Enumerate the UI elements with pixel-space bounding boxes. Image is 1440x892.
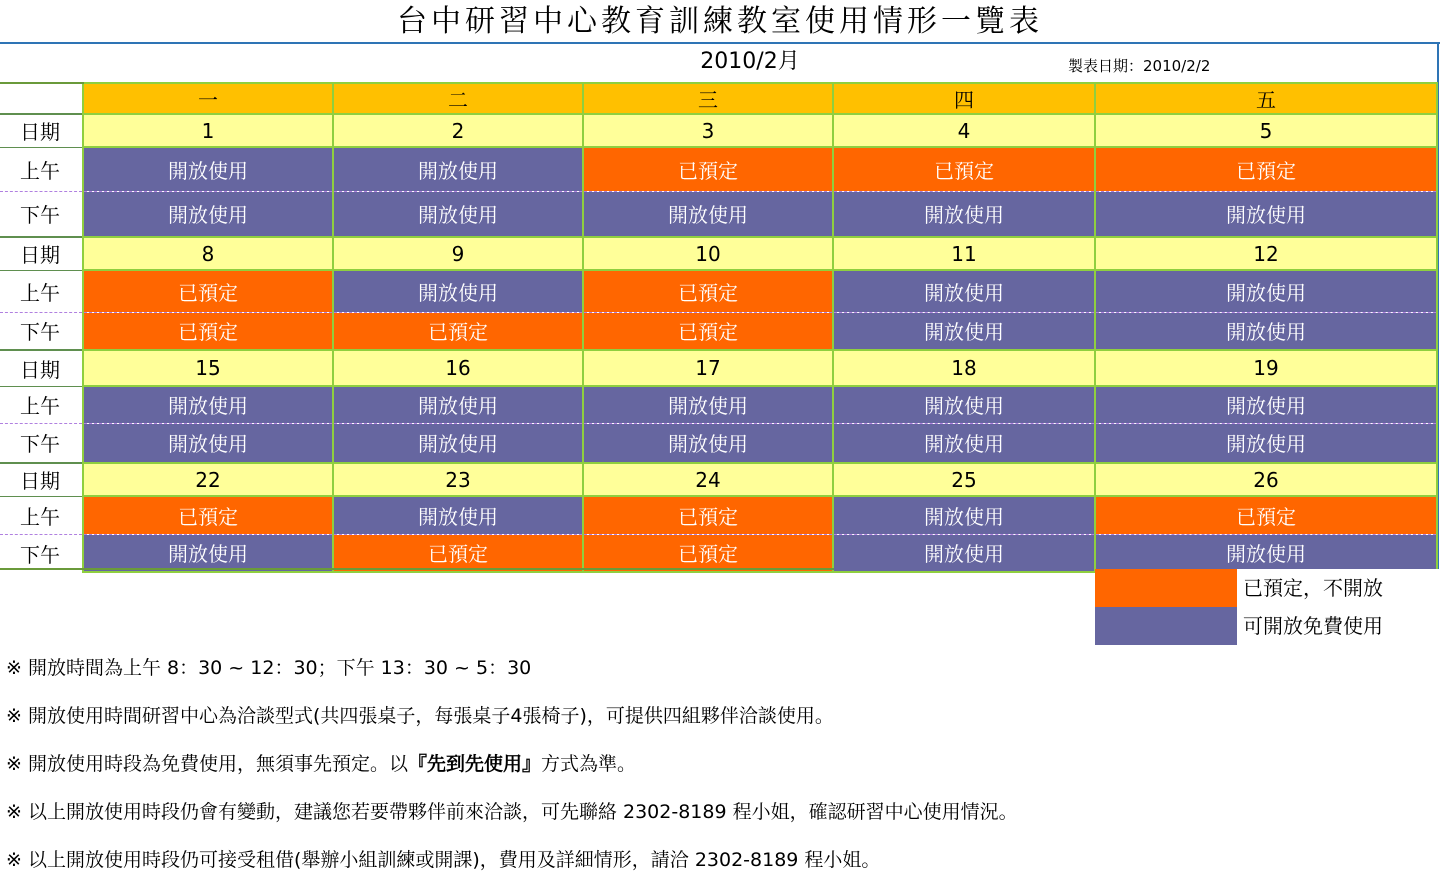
- note-free-use-bold: 『先到先使用』: [407, 753, 541, 775]
- note-free-use: [6, 748, 1406, 796]
- date-cell: 15: [83, 350, 333, 386]
- date-cell: 4: [833, 114, 1095, 147]
- pm-row-label: 下午: [0, 312, 83, 350]
- date-cell: 16: [333, 350, 583, 386]
- am-row-label: 上午: [0, 270, 83, 312]
- date-cell: 1: [83, 114, 333, 147]
- slot-open: 開放使用: [583, 191, 833, 237]
- date-cell: 2: [333, 114, 583, 147]
- weekday-header: 二: [333, 83, 583, 114]
- am-row: [0, 270, 1437, 312]
- date-cell: 17: [583, 350, 833, 386]
- date-row-label: 日期: [0, 114, 83, 147]
- date-cell: 25: [833, 463, 1095, 496]
- date-cell: 11: [833, 237, 1095, 270]
- legend: [1095, 569, 1440, 645]
- date-row-label: 日期: [0, 350, 83, 386]
- slot-reserved: 已預定: [1095, 147, 1437, 191]
- slot-reserved: 已預定: [583, 270, 833, 312]
- slot-open: 開放使用: [583, 423, 833, 463]
- pm-row-label: 下午: [0, 534, 83, 572]
- slot-open: 開放使用: [83, 423, 333, 463]
- note-format: ※ 開放使用時間研習中心為洽談型式(共四張桌子，每張桌子4張椅子)，可提供四組夥伴洽談使用。: [6, 705, 834, 727]
- date-cell: 18: [833, 350, 1095, 386]
- slot-open: 開放使用: [1095, 191, 1437, 237]
- slot-reserved: 已預定: [583, 312, 833, 350]
- slot-reserved: 已預定: [333, 534, 583, 572]
- date-cell: 10: [583, 237, 833, 270]
- slot-open: 開放使用: [583, 386, 833, 423]
- note-hours: ※ 開放時間為上午 8：30 ~ 12：30；下午 13：30 ~ 5：30: [6, 657, 532, 679]
- date-row: [0, 114, 1437, 147]
- slot-reserved: 已預定: [833, 147, 1095, 191]
- slot-reserved: 已預定: [83, 312, 333, 350]
- slot-open: 開放使用: [833, 312, 1095, 350]
- date-row: [0, 237, 1437, 270]
- date-row: [0, 463, 1437, 496]
- slot-open: 開放使用: [333, 147, 583, 191]
- slot-open: 開放使用: [833, 386, 1095, 423]
- made-date-label: 製表日期：2010/2/2: [1068, 57, 1211, 75]
- date-cell: 8: [83, 237, 333, 270]
- note-rental: ※ 以上開放使用時段仍可接受租借(舉辦小組訓練或開課)，費用及詳細情形，請洽 2302-8189 程小姐。: [6, 849, 881, 871]
- slot-open: 開放使用: [1095, 312, 1437, 350]
- slot-open: 開放使用: [833, 423, 1095, 463]
- weekday-header-row: [0, 83, 1437, 114]
- slot-reserved: 已預定: [583, 147, 833, 191]
- slot-reserved: 已預定: [583, 496, 833, 534]
- legend-item-open: [1095, 607, 1440, 645]
- slot-reserved: 已預定: [83, 270, 333, 312]
- slot-open: 開放使用: [333, 496, 583, 534]
- date-cell: 24: [583, 463, 833, 496]
- slot-open: 開放使用: [1095, 270, 1437, 312]
- slot-reserved: 已預定: [583, 534, 833, 572]
- slot-open: 開放使用: [1095, 386, 1437, 423]
- legend-label-reserved: 已預定，不開放: [1237, 569, 1440, 607]
- slot-open: 開放使用: [1095, 534, 1437, 572]
- month-label: 2010/2月: [700, 49, 800, 74]
- pm-row-label: 下午: [0, 423, 83, 463]
- slot-open: 開放使用: [83, 191, 333, 237]
- weekday-header: 一: [83, 83, 333, 114]
- slot-open: 開放使用: [83, 534, 333, 572]
- slot-reserved: 已預定: [333, 312, 583, 350]
- weekday-header-blank: [0, 83, 83, 114]
- date-cell: 12: [1095, 237, 1437, 270]
- slot-reserved: 已預定: [83, 496, 333, 534]
- pm-row-label: 下午: [0, 191, 83, 237]
- legend-swatch-open: [1095, 607, 1237, 645]
- note-free-use-post: 方式為準。: [540, 753, 636, 775]
- schedule-table: [0, 82, 1438, 573]
- date-cell: 19: [1095, 350, 1437, 386]
- date-row-label: 日期: [0, 237, 83, 270]
- date-cell: 23: [333, 463, 583, 496]
- date-cell: 3: [583, 114, 833, 147]
- note-changes: ※ 以上開放使用時段仍會有變動，建議您若要帶夥伴前來洽談，可先聯絡 2302-8189 程小姐，確認研習中心使用情況。: [6, 801, 1018, 823]
- pm-row: [0, 534, 1437, 572]
- date-cell: 22: [83, 463, 333, 496]
- weekday-header: 五: [1095, 83, 1437, 114]
- notes: [6, 652, 1406, 892]
- slot-open: 開放使用: [333, 270, 583, 312]
- pm-row: [0, 191, 1437, 237]
- pm-row: [0, 312, 1437, 350]
- slot-open: 開放使用: [333, 423, 583, 463]
- am-row-label: 上午: [0, 147, 83, 191]
- date-cell: 9: [333, 237, 583, 270]
- slot-open: 開放使用: [1095, 423, 1437, 463]
- legend-label-open: 可開放免費使用: [1237, 607, 1440, 645]
- table-bottom-border: [0, 568, 834, 570]
- table-top-border: [0, 42, 1440, 44]
- legend-item-reserved: [1095, 569, 1440, 607]
- date-cell: 26: [1095, 463, 1437, 496]
- slot-open: 開放使用: [833, 191, 1095, 237]
- slot-open: 開放使用: [833, 534, 1095, 572]
- slot-open: 開放使用: [83, 147, 333, 191]
- am-row: [0, 147, 1437, 191]
- date-cell: 5: [1095, 114, 1437, 147]
- date-row: [0, 350, 1437, 386]
- slot-open: 開放使用: [833, 496, 1095, 534]
- am-row: [0, 386, 1437, 423]
- slot-open: 開放使用: [333, 191, 583, 237]
- note-free-use-pre: ※ 開放使用時段為免費使用，無須事先預定。以: [6, 753, 408, 775]
- weekday-header: 四: [833, 83, 1095, 114]
- pm-row: [0, 423, 1437, 463]
- weekday-header: 三: [583, 83, 833, 114]
- slot-open: 開放使用: [833, 270, 1095, 312]
- legend-swatch-reserved: [1095, 569, 1237, 607]
- slot-reserved: 已預定: [1095, 496, 1437, 534]
- am-row: [0, 496, 1437, 534]
- slot-open: 開放使用: [83, 386, 333, 423]
- am-row-label: 上午: [0, 496, 83, 534]
- slot-open: 開放使用: [333, 386, 583, 423]
- am-row-label: 上午: [0, 386, 83, 423]
- date-row-label: 日期: [0, 463, 83, 496]
- page-title: 台中研習中心教育訓練教室使用情形一覽表: [397, 4, 1043, 39]
